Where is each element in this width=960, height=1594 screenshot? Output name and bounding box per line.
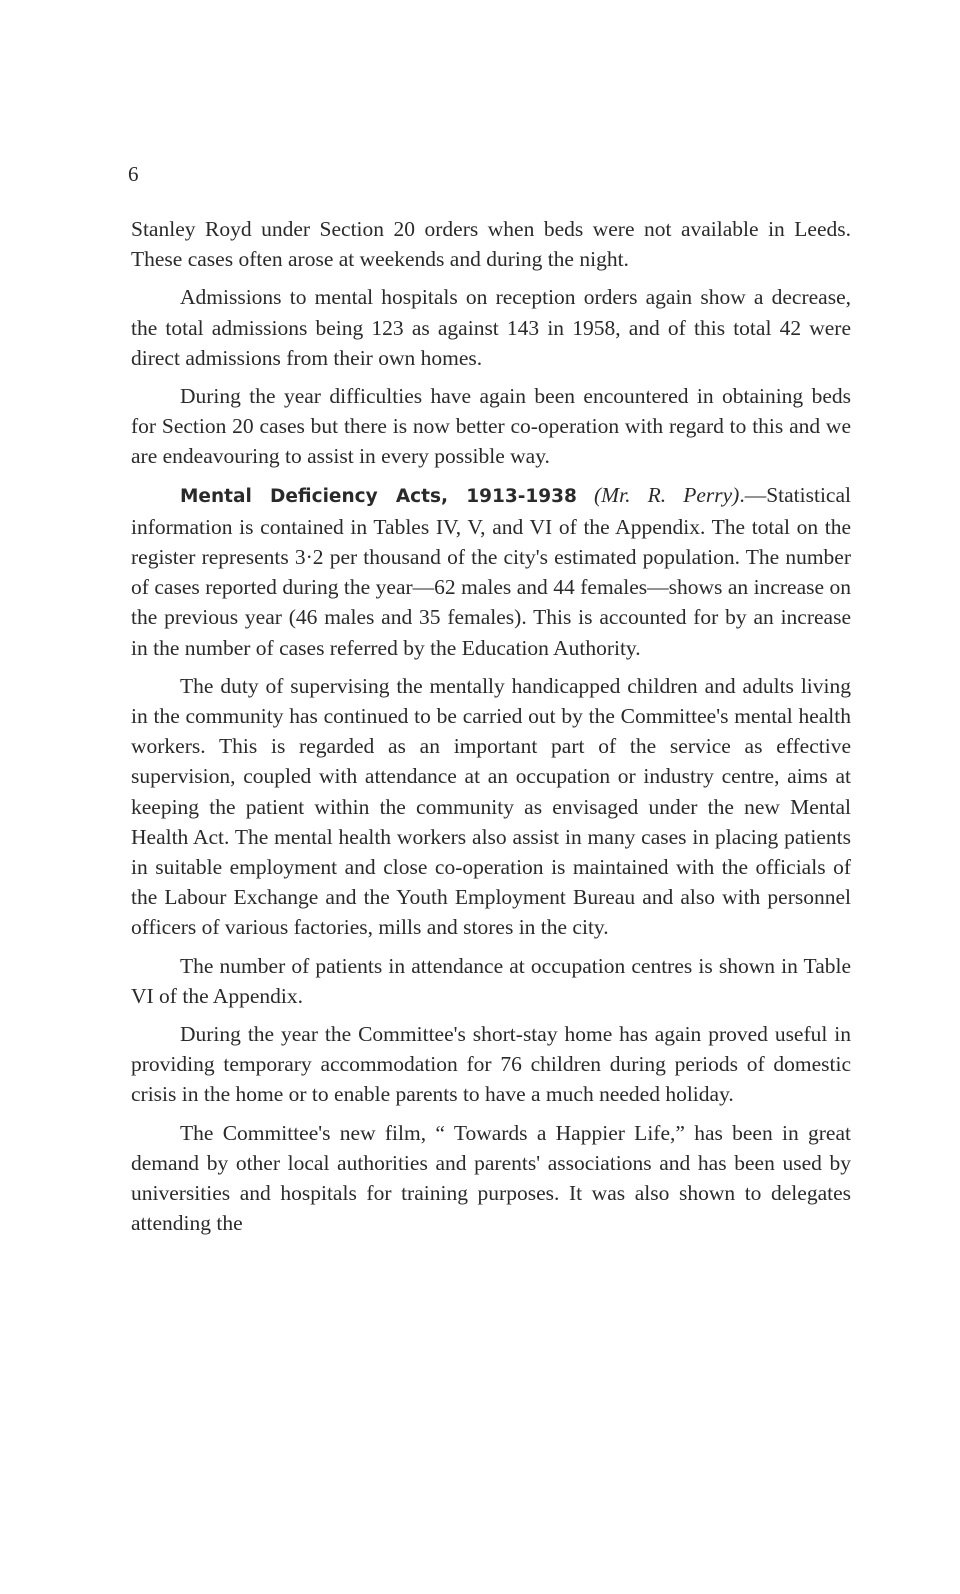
- paragraph-short-stay-home: During the year the Committee's short-stay home has again proved useful in providing temporary accommodation for 76 children during periods of domestic crisis in the home or to enable parents to have a much needed holiday.: [131, 1022, 851, 1107]
- page-number: 6: [128, 162, 139, 186]
- paragraph-occupation-centres: The number of patients in attendance at occupation centres is shown in Table VI of the Appendix.: [131, 953, 851, 1008]
- paragraph-supervision: The duty of supervising the mentally handicapped children and adults living in the community has continued to be carried out by the Committee's mental health workers. This is regarded as an important part of the service as effective supervision, coupled with attendance at an occupation or industry centre, aims at keeping the patient within the community as envisaged under the new Mental Health Act. The mental health workers also assist in many cases in placing patients in suitable employment and close co-operation is maintained with the officials of the Labour Exchange and the Youth Employment Bureau and also with personnel officers of various factories, mills and stores in the city.: [131, 673, 851, 940]
- paragraph-section-20-beds: During the year difficulties have again been encountered in obtaining beds for Section 20 cases but there is now better co-operation with regard to this and we are endeavouring to assist in every possible way.: [131, 384, 851, 469]
- paragraph-film: The Committee's new film, “ Towards a Happier Life,” has been in great demand by other local authorities and parents' associations and has been used by universities and hospitals for training purposes. It was also shown to delegates attending the: [131, 1120, 851, 1236]
- section-text: .—Statistical information is contained in Tables IV, V, and VI of the Appendix. The total on the register represents 3·2 per thousand of the city's estimated population. The number of cases reported during the year—62 males and 44 females—shows an increase on the previous year (46 males and 35 females). This is accounted for by an increase in the number of cases referred by the Education Authority.: [131, 482, 851, 660]
- section-attribution: (Mr. R. Perry): [594, 482, 740, 507]
- paragraph-continuation: Stanley Royd under Section 20 orders when beds were not available in Leeds. These cases often arose at weekends and during the night.: [131, 217, 851, 272]
- section-heading: Mental Deficiency Acts, 1913-1938: [180, 485, 577, 507]
- body-text: [131, 214, 851, 1247]
- paragraph-mental-deficiency-acts: [131, 480, 851, 663]
- paragraph-admissions: Admissions to mental hospitals on reception orders again show a decrease, the total admissions being 123 as against 143 in 1958, and of this total 42 were direct admissions from their own homes.: [131, 285, 851, 370]
